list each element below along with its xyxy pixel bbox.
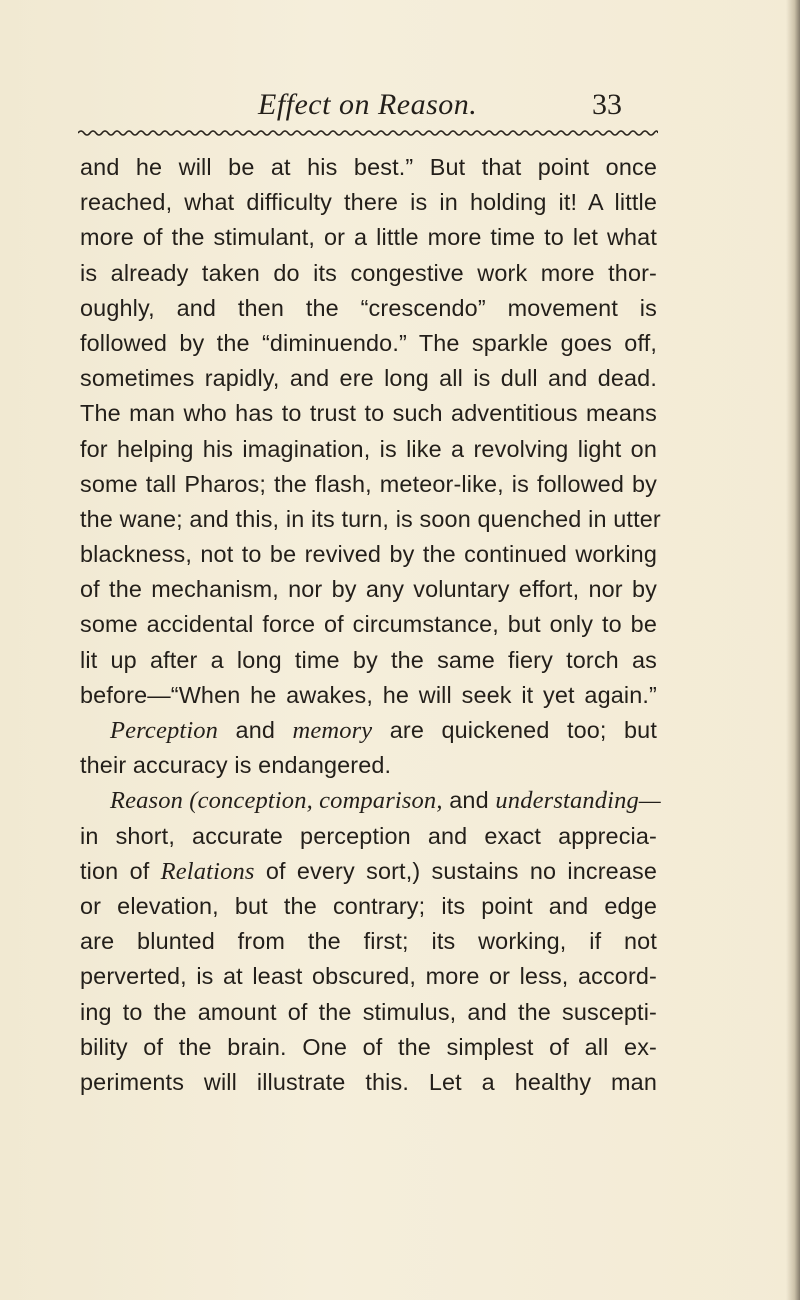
text-line: lit up after a long time by the same fiery torch as bbox=[80, 646, 657, 673]
page-number: 33 bbox=[592, 88, 622, 121]
text-fragment: and bbox=[218, 717, 293, 743]
text-line: more of the stimulant, or a little more time to let what bbox=[80, 224, 657, 251]
italic-term-reason: Reason (conception, comparison, bbox=[110, 787, 443, 815]
italic-term-understanding: understanding— bbox=[495, 787, 661, 815]
text-line: some accidental force of circumstance, but only to be bbox=[80, 611, 657, 638]
running-header bbox=[0, 88, 800, 128]
decorative-wavy-rule bbox=[78, 128, 658, 138]
text-line: followed by the “diminuendo.” The sparkle goes off, bbox=[80, 329, 657, 356]
text-line: and he will be at his best.” But that point once bbox=[80, 154, 657, 180]
text-line: or elevation, but the contrary; its point and edge bbox=[80, 892, 657, 919]
italic-term-perception: Perception bbox=[110, 717, 219, 744]
text-line bbox=[80, 854, 657, 889]
text-line: oughly, and then the “crescendo” movement is bbox=[80, 294, 657, 321]
text-fragment: and bbox=[442, 787, 496, 814]
text-line: sometimes rapidly, and ere long all is dull and dead. bbox=[80, 365, 657, 392]
text-line: for helping his imagination, is like a revolving light on bbox=[80, 435, 657, 462]
text-line bbox=[80, 783, 661, 818]
text-line bbox=[80, 713, 657, 748]
italic-term-relations: Relations bbox=[160, 857, 255, 885]
text-fragment: tion of bbox=[80, 857, 161, 884]
text-line: are blunted from the first; its working, if not bbox=[80, 928, 657, 955]
text-line: their accuracy is endangered. bbox=[80, 752, 392, 779]
text-line: reached, what difficulty there is in holding it! A little bbox=[80, 189, 657, 216]
text-fragment: are quickened too; but bbox=[372, 717, 657, 743]
text-line: ing to the amount of the stimulus, and the suscepti- bbox=[80, 998, 657, 1025]
text-line: is already taken do its congestive work more thor- bbox=[80, 259, 657, 286]
text-line: in short, accurate perception and exact apprecia- bbox=[80, 822, 657, 849]
text-line: before—“When he awakes, he will seek it yet again.” bbox=[80, 681, 657, 708]
text-line: of the mechanism, nor by any voluntary effort, nor by bbox=[80, 576, 657, 603]
text-line: bility of the brain. One of the simplest of all ex- bbox=[80, 1033, 657, 1060]
text-line: periments will illustrate this. Let a healthy man bbox=[80, 1068, 657, 1095]
body-text bbox=[80, 150, 661, 1100]
text-line: some tall Pharos; the flash, meteor-like, is followed by bbox=[80, 470, 657, 497]
page-edge-shadow bbox=[786, 0, 800, 1300]
text-line: perverted, is at least obscured, more or less, accord- bbox=[80, 963, 657, 990]
text-line: blackness, not to be revived by the continued working bbox=[80, 541, 657, 568]
text-line: The man who has to trust to such adventitious means bbox=[80, 400, 657, 427]
running-title: Effect on Reason. bbox=[258, 88, 478, 121]
text-line: the wane; and this, in its turn, is soon quenched in utter bbox=[80, 505, 661, 532]
italic-term-memory: memory bbox=[292, 717, 373, 744]
text-fragment: of every sort,) sustains no increase bbox=[254, 857, 658, 884]
